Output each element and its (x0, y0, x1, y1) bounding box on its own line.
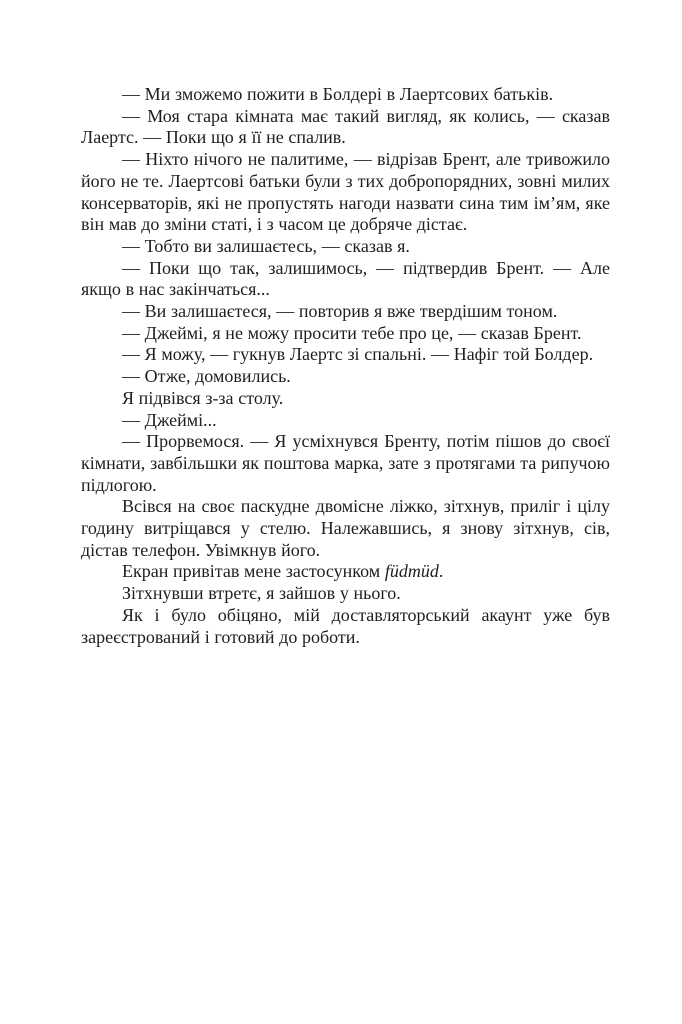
text-run: — Ви залишаєтеся, — повторив я вже твердішим тоном. (122, 301, 558, 322)
text-run: Я підвівся з-за столу. (122, 387, 284, 408)
text-run: Як і було обіцяно, мій доставляторський акаунт уже був зареєстрований і готовий до роботи. (81, 604, 610, 647)
text-run: — Отже, домовились. (122, 366, 291, 387)
text-run: Екран привітав мене застосунком (122, 561, 385, 582)
italic-text-run: füdmüd (384, 561, 439, 582)
paragraph (81, 496, 610, 561)
text-run: — Моя стара кімната має такий вигляд, як колись, — сказав Лаертс. — Поки що я її не спалив. (81, 105, 610, 148)
paragraph (81, 366, 610, 388)
text-run: . (438, 561, 444, 582)
text-run: — Ми зможемо пожити в Болдері в Лаертсових батьків. (122, 84, 554, 104)
text-run: — Джеймі... (122, 409, 217, 430)
text-run: Всівся на своє паскудне двомісне ліжко, зітхнув, приліг і цілу годину витріщався у стелю. Належавшись, я знову зітхнув, сів, дістав телефон. Увімкнув його. (81, 496, 610, 560)
paragraph (81, 410, 610, 432)
paragraph (81, 605, 610, 648)
paragraph (81, 561, 610, 583)
text-run: — Я можу, — гукнув Лаертс зі спальні. — Нафіг той Болдер. (122, 344, 594, 365)
text-run: — Ніхто нічого не палитиме, — відрізав Брент, але тривожило його не те. Лаертсові батьки були з тих добропорядних, зовні милих консерваторів, які не пропустять нагоди назвати сина тим ім’ям, яке він мав до зміни статі, і з часом це добряче дістає. (81, 149, 610, 235)
paragraph (81, 236, 610, 258)
paragraph (81, 258, 610, 301)
paragraph (81, 149, 610, 236)
paragraph (81, 388, 610, 410)
page-text (81, 84, 610, 648)
text-run: Зітхнувши втретє, я зайшов у нього. (122, 583, 401, 604)
paragraph (81, 106, 610, 149)
paragraph (81, 323, 610, 345)
paragraph (81, 301, 610, 323)
paragraph (81, 431, 610, 496)
paragraph (81, 583, 610, 605)
paragraph (81, 344, 610, 366)
text-run: — Джеймі, я не можу просити тебе про це, — сказав Брент. (122, 322, 582, 343)
paragraph (81, 84, 610, 106)
text-run: — Поки що так, залишимось, — підтвердив Брент. — Але якщо в нас закінчаться... (81, 257, 610, 300)
text-run: — Прорвемося. — Я усміхнувся Бренту, потім пішов до своєї кімнати, завбільшки як поштова марка, зате з протягами та рипучою підлогою. (81, 431, 610, 495)
text-run: — Тобто ви залишаєтесь, — сказав я. (122, 235, 410, 256)
